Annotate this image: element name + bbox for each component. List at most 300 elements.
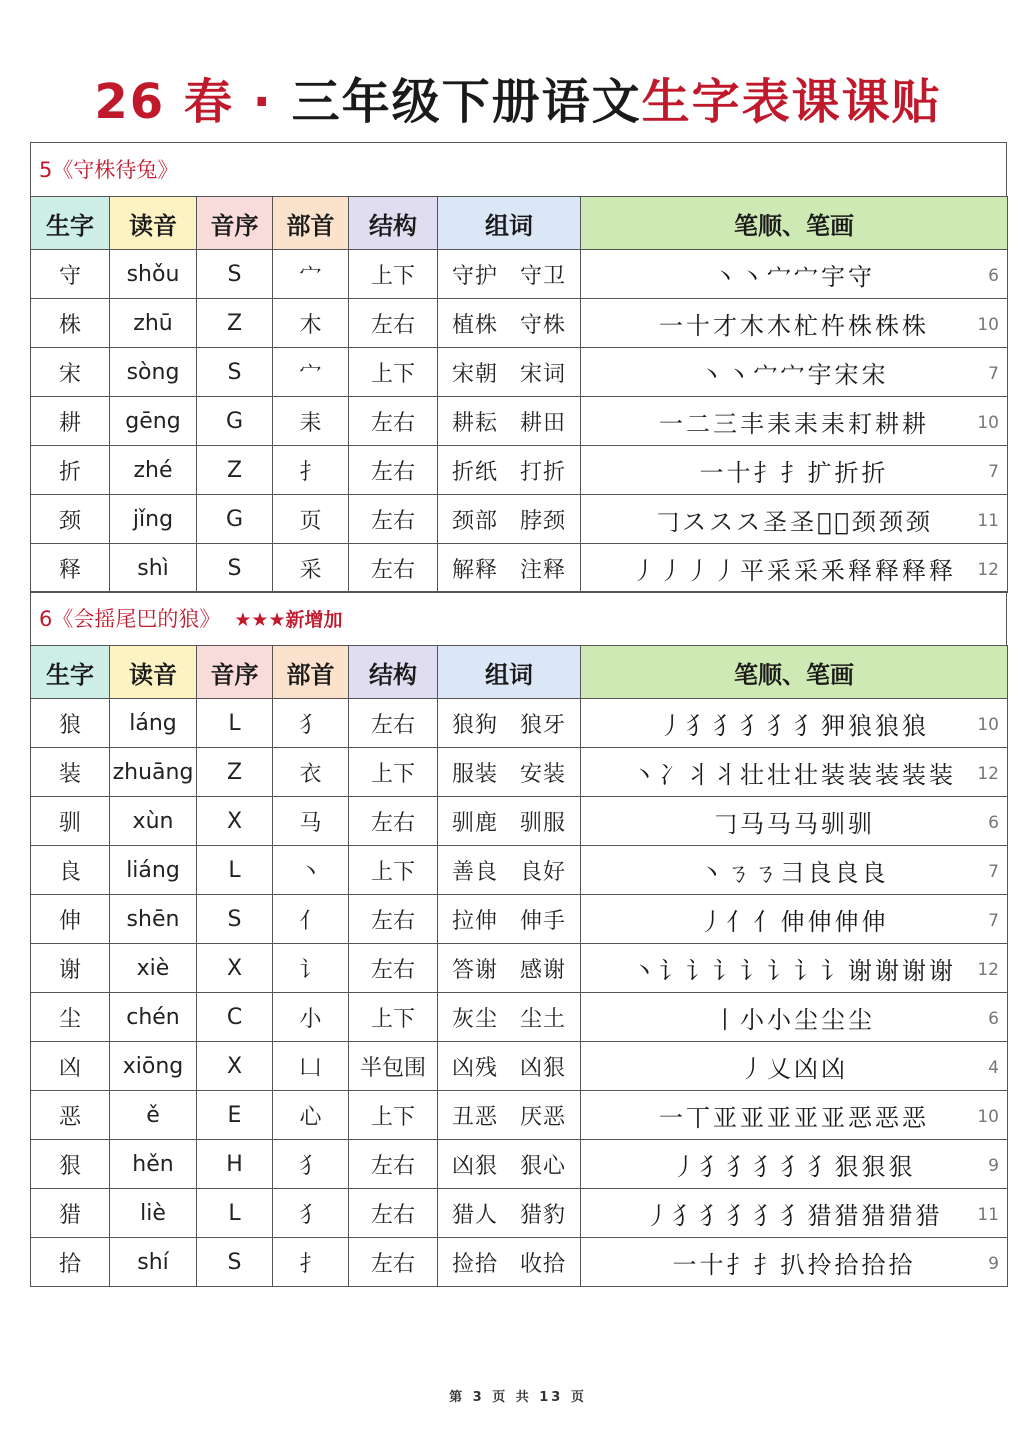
radical-cell: 衣 [273, 748, 349, 797]
table-row [31, 895, 1008, 944]
stroke-step: 讠 [740, 956, 764, 985]
stroke-step: 颈 [851, 507, 876, 536]
word: 守株 [520, 312, 567, 338]
character-cell: 猎 [31, 1189, 110, 1238]
header-words: 组词 [438, 197, 581, 250]
stroke-count: 11 [977, 1205, 999, 1225]
table-row [31, 797, 1008, 846]
word: 厌恶 [520, 1104, 567, 1130]
word: 狼牙 [520, 712, 567, 738]
pinyin-cell: xiōng [110, 1042, 197, 1091]
stroke-step: 采 [767, 556, 791, 585]
stroke-step: 良 [861, 858, 886, 887]
stroke-step: 采 [794, 556, 818, 585]
character-cell: 谢 [31, 944, 110, 993]
stroke-step: 装 [875, 760, 899, 789]
initial-letter-cell: S [197, 895, 273, 944]
pinyin-cell: zhé [110, 446, 197, 495]
stroke-step: 犭 [767, 711, 791, 740]
header-strokes: 笔顺、笔画 [581, 646, 1008, 699]
stroke-step: 三 [713, 409, 737, 438]
stroke-step: 狠 [861, 1152, 886, 1181]
header-radical: 部首 [273, 197, 349, 250]
structure-cell: 上下 [349, 993, 438, 1042]
stroke-order-cell [581, 1238, 1008, 1287]
stroke-step: 宋 [834, 360, 859, 389]
stroke-step: 亻 [726, 907, 751, 936]
word: 狠心 [520, 1153, 567, 1179]
pinyin-cell: xiè [110, 944, 197, 993]
stroke-step: 尘 [794, 1005, 818, 1034]
words-cell [438, 699, 581, 748]
radical-cell: 犭 [273, 699, 349, 748]
radical-cell: 小 [273, 993, 349, 1042]
stroke-count: 7 [988, 462, 999, 482]
pinyin-cell: sòng [110, 348, 197, 397]
stroke-step: 装 [848, 760, 872, 789]
header-seq: 音序 [197, 646, 273, 699]
stroke-step: 释 [875, 556, 899, 585]
stroke-step: 一 [672, 1250, 697, 1279]
stroke-step: 扌 [726, 1250, 751, 1279]
stroke-order-cell [581, 495, 1008, 544]
pinyin-cell: shēn [110, 895, 197, 944]
stroke-order-cell [581, 993, 1008, 1042]
header-structure: 结构 [349, 646, 438, 699]
stroke-step: 犭 [753, 1152, 778, 1181]
words-cell [438, 495, 581, 544]
header-char: 生字 [31, 197, 110, 250]
table-row [31, 1140, 1008, 1189]
stroke-step: 犭 [753, 1201, 778, 1230]
stroke-step: 丶 [726, 360, 751, 389]
words-cell [438, 1091, 581, 1140]
stroke-step: 宀 [753, 360, 778, 389]
structure-cell: 左右 [349, 299, 438, 348]
stroke-step: 十 [726, 458, 751, 487]
stroke-sequence [659, 1104, 929, 1132]
stroke-step: 壮 [794, 760, 818, 789]
stroke-sequence [713, 1006, 875, 1034]
stroke-step: 狎 [821, 711, 845, 740]
stroke-step: 一 [659, 409, 683, 438]
stroke-step: 恶 [875, 1103, 899, 1132]
stroke-step: 犭 [780, 1152, 805, 1181]
structure-cell: 半包围 [349, 1042, 438, 1091]
stroke-order-cell [581, 1140, 1008, 1189]
words-cell [438, 1042, 581, 1091]
stroke-step: 宋 [861, 360, 886, 389]
stroke-step: 丿 [699, 907, 724, 936]
lesson-note: ★★★新增加 [234, 609, 343, 631]
stroke-step: 十 [699, 1250, 724, 1279]
word: 狼狗 [451, 712, 498, 738]
stroke-step: 装 [821, 760, 845, 789]
stroke-step: 犭 [726, 1152, 751, 1181]
radical-cell: 犭 [273, 1140, 349, 1189]
initial-letter-cell: S [197, 1238, 273, 1287]
word: 植株 [451, 312, 498, 338]
stroke-step: 壮 [767, 760, 791, 789]
words-cell [438, 348, 581, 397]
stroke-step: 丶 [713, 262, 737, 291]
word: 凶狠 [451, 1153, 498, 1179]
stroke-count: 12 [977, 560, 999, 580]
stroke-step: 丶 [699, 858, 724, 887]
lesson-title [30, 591, 1007, 645]
table-row [31, 748, 1008, 797]
character-cell: 颈 [31, 495, 110, 544]
structure-cell: 左右 [349, 1189, 438, 1238]
pinyin-cell: liè [110, 1189, 197, 1238]
radical-cell: 木 [273, 299, 349, 348]
word: 安装 [520, 761, 567, 787]
stroke-step: 猎 [888, 1201, 913, 1230]
stroke-count: 4 [988, 1058, 999, 1078]
structure-cell: 上下 [349, 748, 438, 797]
word: 解释 [451, 557, 498, 583]
stroke-step: 马 [794, 809, 818, 838]
stroke-step: 圣 [790, 507, 815, 536]
stroke-count: 6 [988, 813, 999, 833]
word: 耕耘 [451, 410, 498, 436]
stroke-order-cell [581, 846, 1008, 895]
structure-cell: 左右 [349, 544, 438, 593]
stroke-step: 才 [713, 311, 737, 340]
stroke-step: 株 [875, 311, 899, 340]
stroke-step: 木 [767, 311, 791, 340]
word: 注释 [520, 557, 567, 583]
word: 打折 [520, 459, 567, 485]
word: 丑恶 [451, 1104, 498, 1130]
initial-letter-cell: G [197, 397, 273, 446]
stroke-step: 丅 [686, 1103, 710, 1132]
words-cell [438, 1189, 581, 1238]
stroke-step: 宇 [807, 360, 832, 389]
stroke-step: 亚 [713, 1103, 737, 1132]
stroke-step: 拾 [834, 1250, 859, 1279]
stroke-sequence [632, 761, 956, 789]
stroke-count: 7 [988, 364, 999, 384]
stroke-step: 猎 [807, 1201, 832, 1230]
pinyin-cell: shì [110, 544, 197, 593]
words-cell [438, 1238, 581, 1287]
word: 猎人 [451, 1202, 498, 1228]
word: 善良 [451, 859, 498, 885]
pinyin-cell: zhuāng [110, 748, 197, 797]
initial-letter-cell: E [197, 1091, 273, 1140]
pinyin-cell: hěn [110, 1140, 197, 1189]
table-row [31, 1238, 1008, 1287]
word: 答谢 [451, 957, 498, 983]
character-cell: 伸 [31, 895, 110, 944]
stroke-sequence [659, 312, 929, 340]
words-cell [438, 846, 581, 895]
word: 颈部 [451, 508, 498, 534]
stroke-step: 扌 [753, 458, 778, 487]
stroke-step: 狠 [834, 1152, 859, 1181]
word: 宋词 [520, 361, 567, 387]
structure-cell: 上下 [349, 846, 438, 895]
words-cell [438, 250, 581, 299]
stroke-step: 一 [699, 458, 724, 487]
stroke-step: 颈 [878, 507, 903, 536]
stroke-step: 伸 [780, 907, 805, 936]
stroke-step: 𫝀 [834, 507, 849, 536]
title-part-grade: 26 春 · [94, 74, 292, 130]
stroke-step: 拎 [807, 1250, 832, 1279]
title-part-topic: 生字表课课贴 [641, 74, 942, 130]
stroke-step: 谢 [848, 956, 872, 985]
stroke-step: 良 [807, 858, 832, 887]
words-cell [438, 397, 581, 446]
initial-letter-cell: L [197, 699, 273, 748]
stroke-step: 丶 [632, 956, 656, 985]
structure-cell: 左右 [349, 797, 438, 846]
stroke-count: 10 [977, 315, 999, 335]
stroke-step: 讠 [713, 956, 737, 985]
stroke-step: 丿 [740, 1054, 764, 1083]
table-row [31, 544, 1008, 593]
word: 服装 [451, 761, 498, 787]
stroke-count: 6 [988, 266, 999, 286]
initial-letter-cell: Z [197, 299, 273, 348]
stroke-count: 9 [988, 1254, 999, 1274]
stroke-step: 犭 [780, 1201, 805, 1230]
stroke-step: 木 [740, 311, 764, 340]
stroke-step: 犭 [726, 1201, 751, 1230]
character-cell: 恶 [31, 1091, 110, 1140]
stroke-count: 10 [977, 413, 999, 433]
stroke-step: 驯 [821, 809, 845, 838]
stroke-step: 守 [848, 262, 872, 291]
structure-cell: 上下 [349, 348, 438, 397]
stroke-step: 谢 [929, 956, 953, 985]
pinyin-cell: jǐng [110, 495, 197, 544]
stroke-step: 扌 [780, 458, 805, 487]
stroke-step: 一 [659, 311, 683, 340]
table-row [31, 299, 1008, 348]
stroke-step: 丶 [740, 262, 764, 291]
stroke-step: ス [682, 507, 707, 536]
stroke-count: 12 [977, 764, 999, 784]
word: 耕田 [520, 410, 567, 436]
radical-cell: 心 [273, 1091, 349, 1140]
stroke-order-cell [581, 1091, 1008, 1140]
word: 收拾 [520, 1251, 567, 1277]
word: 伸手 [520, 908, 567, 934]
stroke-step: 犭 [713, 711, 737, 740]
radical-cell: 讠 [273, 944, 349, 993]
word: 宋朝 [451, 361, 498, 387]
word: 灰尘 [451, 1006, 498, 1032]
character-cell: 拾 [31, 1238, 110, 1287]
stroke-step: 丿 [659, 556, 683, 585]
pinyin-cell: ě [110, 1091, 197, 1140]
lesson-name: 6《会摇尾巴的狼》 [39, 607, 221, 631]
stroke-order-cell [581, 1042, 1008, 1091]
header-seq: 音序 [197, 197, 273, 250]
structure-cell: 左右 [349, 495, 438, 544]
stroke-sequence [700, 908, 889, 936]
pinyin-cell: xùn [110, 797, 197, 846]
stroke-step: 丨 [713, 1005, 737, 1034]
stroke-step: 狼 [902, 711, 926, 740]
stroke-step: 丿 [645, 1201, 670, 1230]
word: 尘土 [520, 1006, 567, 1032]
stroke-step: 丿 [686, 556, 710, 585]
words-cell [438, 748, 581, 797]
character-table [30, 645, 1008, 1287]
stroke-order-cell [581, 1189, 1008, 1238]
stroke-sequence [659, 712, 929, 740]
word: 感谢 [520, 957, 567, 983]
page-title [0, 62, 1036, 142]
pinyin-cell: chén [110, 993, 197, 1042]
structure-cell: 左右 [349, 446, 438, 495]
stroke-step: 讠 [794, 956, 818, 985]
table-row [31, 446, 1008, 495]
initial-letter-cell: H [197, 1140, 273, 1189]
character-cell: 狠 [31, 1140, 110, 1189]
table-row [31, 1042, 1008, 1091]
word: 驯鹿 [451, 810, 498, 836]
stroke-step: 犭 [740, 711, 764, 740]
stroke-step: 宀 [794, 262, 818, 291]
stroke-step: 扩 [807, 458, 832, 487]
stroke-count: 11 [977, 511, 999, 531]
table-row [31, 348, 1008, 397]
stroke-step: 丶 [699, 360, 724, 389]
stroke-order-cell [581, 797, 1008, 846]
stroke-step: 犭 [686, 711, 710, 740]
stroke-sequence [713, 810, 875, 838]
radical-cell: 采 [273, 544, 349, 593]
stroke-step: 谢 [875, 956, 899, 985]
character-cell: 尘 [31, 993, 110, 1042]
initial-letter-cell: G [197, 495, 273, 544]
stroke-step: 亚 [821, 1103, 845, 1132]
stroke-step: 装 [902, 760, 926, 789]
stroke-count: 6 [988, 1009, 999, 1029]
stroke-order-cell [581, 544, 1008, 593]
radical-cell: 亻 [273, 895, 349, 944]
stroke-step: 犭 [672, 1201, 697, 1230]
header-char: 生字 [31, 646, 110, 699]
stroke-step: 宀 [767, 262, 791, 291]
stroke-count: 7 [988, 862, 999, 882]
stroke-step: 宀 [780, 360, 805, 389]
stroke-step: 平 [740, 556, 764, 585]
stroke-sequence [740, 1055, 848, 1083]
stroke-step: 犭 [794, 711, 818, 740]
table-row [31, 944, 1008, 993]
initial-letter-cell: X [197, 1042, 273, 1091]
stroke-step: 颈 [905, 507, 930, 536]
stroke-step: 尘 [821, 1005, 845, 1034]
stroke-step: 狼 [848, 711, 872, 740]
stroke-step: 丬 [713, 760, 737, 789]
stroke-step: 伸 [834, 907, 859, 936]
stroke-step: ㄋ [753, 858, 778, 887]
stroke-step: 𫝀 [817, 507, 832, 536]
structure-cell: 左右 [349, 397, 438, 446]
stroke-sequence [659, 410, 929, 438]
table-row [31, 1189, 1008, 1238]
initial-letter-cell: X [197, 944, 273, 993]
stroke-step: 讠 [821, 956, 845, 985]
word: 捡拾 [451, 1251, 498, 1277]
stroke-count: 10 [977, 715, 999, 735]
stroke-step: 亻 [753, 907, 778, 936]
stroke-step: 𠃌 [655, 507, 680, 536]
stroke-step: 狠 [888, 1152, 913, 1181]
stroke-step: ス [709, 507, 734, 536]
stroke-step: 良 [834, 858, 859, 887]
character-cell: 凶 [31, 1042, 110, 1091]
stroke-step: 释 [929, 556, 953, 585]
character-cell: 释 [31, 544, 110, 593]
character-cell: 狼 [31, 699, 110, 748]
stroke-step: 犭 [699, 1201, 724, 1230]
stroke-sequence [632, 957, 956, 985]
header-strokes: 笔顺、笔画 [581, 197, 1008, 250]
stroke-step: 讠 [659, 956, 683, 985]
character-cell: 宋 [31, 348, 110, 397]
header-radical: 部首 [273, 646, 349, 699]
stroke-order-cell [581, 699, 1008, 748]
stroke-step: 乂 [767, 1054, 791, 1083]
stroke-step: 猎 [915, 1201, 940, 1230]
stroke-count: 9 [988, 1156, 999, 1176]
word: 猎豹 [520, 1202, 567, 1228]
stroke-step: 丿 [713, 556, 737, 585]
stroke-step: 耕 [875, 409, 899, 438]
stroke-step: 冫 [659, 760, 683, 789]
stroke-step: 亚 [794, 1103, 818, 1132]
structure-cell: 左右 [349, 944, 438, 993]
initial-letter-cell: S [197, 544, 273, 593]
stroke-step: 拾 [861, 1250, 886, 1279]
structure-cell: 左右 [349, 1238, 438, 1287]
pinyin-cell: gēng [110, 397, 197, 446]
stroke-step: 亚 [740, 1103, 764, 1132]
radical-cell: 丶 [273, 846, 349, 895]
radical-cell: 宀 [273, 250, 349, 299]
stroke-step: 恶 [902, 1103, 926, 1132]
stroke-order-cell [581, 348, 1008, 397]
stroke-order-cell [581, 446, 1008, 495]
stroke-step: 耒 [794, 409, 818, 438]
words-cell [438, 895, 581, 944]
stroke-step: 拾 [888, 1250, 913, 1279]
stroke-step: 凶 [794, 1054, 818, 1083]
structure-cell: 上下 [349, 250, 438, 299]
stroke-order-cell [581, 944, 1008, 993]
stroke-step: 丰 [740, 409, 764, 438]
stroke-step: 耕 [902, 409, 926, 438]
table-row [31, 993, 1008, 1042]
stroke-sequence [673, 1251, 916, 1279]
stroke-step: 释 [902, 556, 926, 585]
stroke-sequence [646, 1202, 943, 1230]
table-row [31, 846, 1008, 895]
word: 凶残 [451, 1055, 498, 1081]
character-cell: 守 [31, 250, 110, 299]
stroke-step: 杵 [821, 311, 845, 340]
character-cell: 装 [31, 748, 110, 797]
character-cell: 驯 [31, 797, 110, 846]
